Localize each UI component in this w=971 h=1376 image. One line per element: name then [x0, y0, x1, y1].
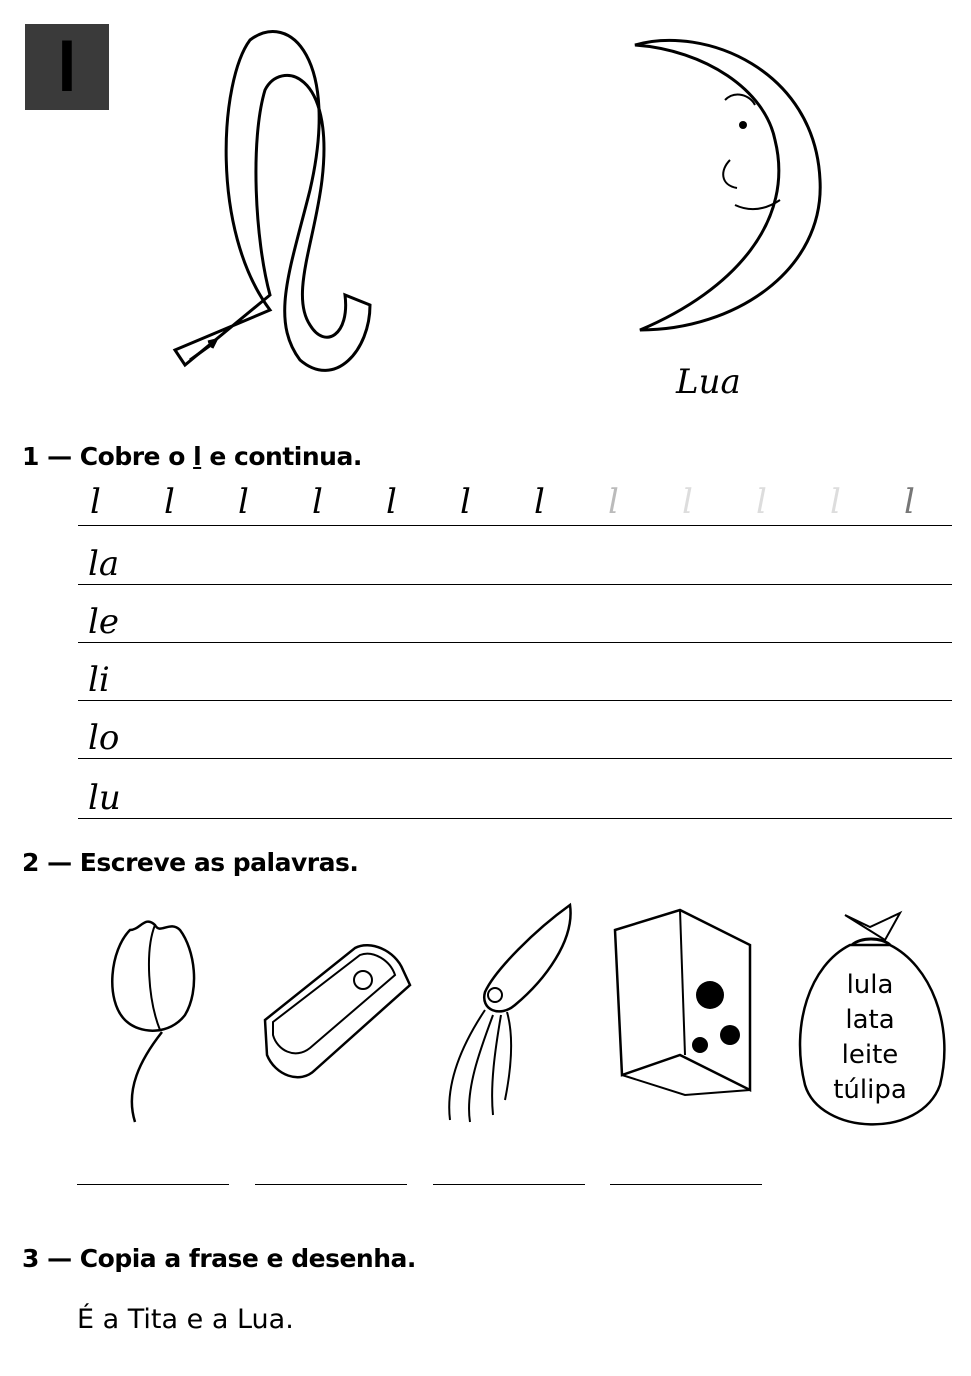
trace-row[interactable]	[78, 480, 952, 528]
answer-blank-3[interactable]	[433, 1184, 585, 1185]
squid-icon	[435, 900, 585, 1130]
sentence-to-copy: É a Tita e a Lua.	[77, 1304, 294, 1335]
letter-badge-text: l	[57, 28, 77, 106]
writing-line	[78, 642, 952, 643]
trace-glyph: l	[460, 482, 471, 522]
trace-glyph-faint: l	[682, 482, 693, 522]
trace-glyph: l	[386, 482, 397, 522]
exercise-1-title-prefix: 1 — Cobre o	[22, 442, 194, 471]
trace-glyph-faint: l	[830, 482, 841, 522]
letter-badge	[25, 24, 109, 110]
word-list	[800, 968, 940, 1108]
moon-icon	[625, 30, 835, 340]
trace-glyph-faint: l	[756, 482, 767, 522]
trace-glyph: l	[164, 482, 175, 522]
exercise-1-title-letter: l	[193, 442, 202, 471]
word-item: lula	[846, 970, 894, 1000]
syllable-label: le	[88, 602, 119, 642]
trace-glyph-faint: l	[608, 482, 619, 522]
answer-blank-1[interactable]	[77, 1184, 229, 1185]
cursive-l-illustration	[150, 20, 390, 390]
syllable-row-li[interactable]	[78, 656, 952, 704]
syllable-label: la	[88, 544, 120, 584]
syllable-label: lo	[88, 718, 120, 758]
moon-caption: Lua	[676, 362, 741, 402]
writing-line	[78, 758, 952, 759]
exercise-3-title: 3 — Copia a frase e desenha.	[22, 1244, 416, 1273]
word-item: lata	[845, 1005, 895, 1035]
writing-line	[78, 525, 952, 526]
writing-line	[78, 700, 952, 701]
syllable-row-lo[interactable]	[78, 714, 952, 762]
tulip-icon	[100, 910, 210, 1130]
word-item: leite	[841, 1040, 899, 1070]
writing-line	[78, 818, 952, 819]
exercise-2-title: 2 — Escreve as palavras.	[22, 848, 359, 877]
syllable-row-le[interactable]	[78, 598, 952, 646]
word-item: túlipa	[833, 1075, 907, 1105]
syllable-label: lu	[88, 778, 121, 818]
sardine-can-icon	[255, 940, 415, 1090]
syllable-row-la[interactable]	[78, 540, 952, 588]
trace-glyph: l	[90, 482, 101, 522]
answer-blank-4[interactable]	[610, 1184, 762, 1185]
trace-glyph-faint: l	[904, 482, 915, 522]
answer-blank-2[interactable]	[255, 1184, 407, 1185]
trace-glyph: l	[534, 482, 545, 522]
writing-line	[78, 584, 952, 585]
trace-glyph: l	[238, 482, 249, 522]
syllable-row-lu[interactable]	[78, 774, 952, 822]
exercise-1-title	[22, 442, 362, 471]
syllable-label: li	[88, 660, 110, 700]
trace-glyph: l	[312, 482, 323, 522]
exercise-1-title-suffix: e continua.	[201, 442, 362, 471]
milk-carton-icon	[610, 905, 760, 1100]
